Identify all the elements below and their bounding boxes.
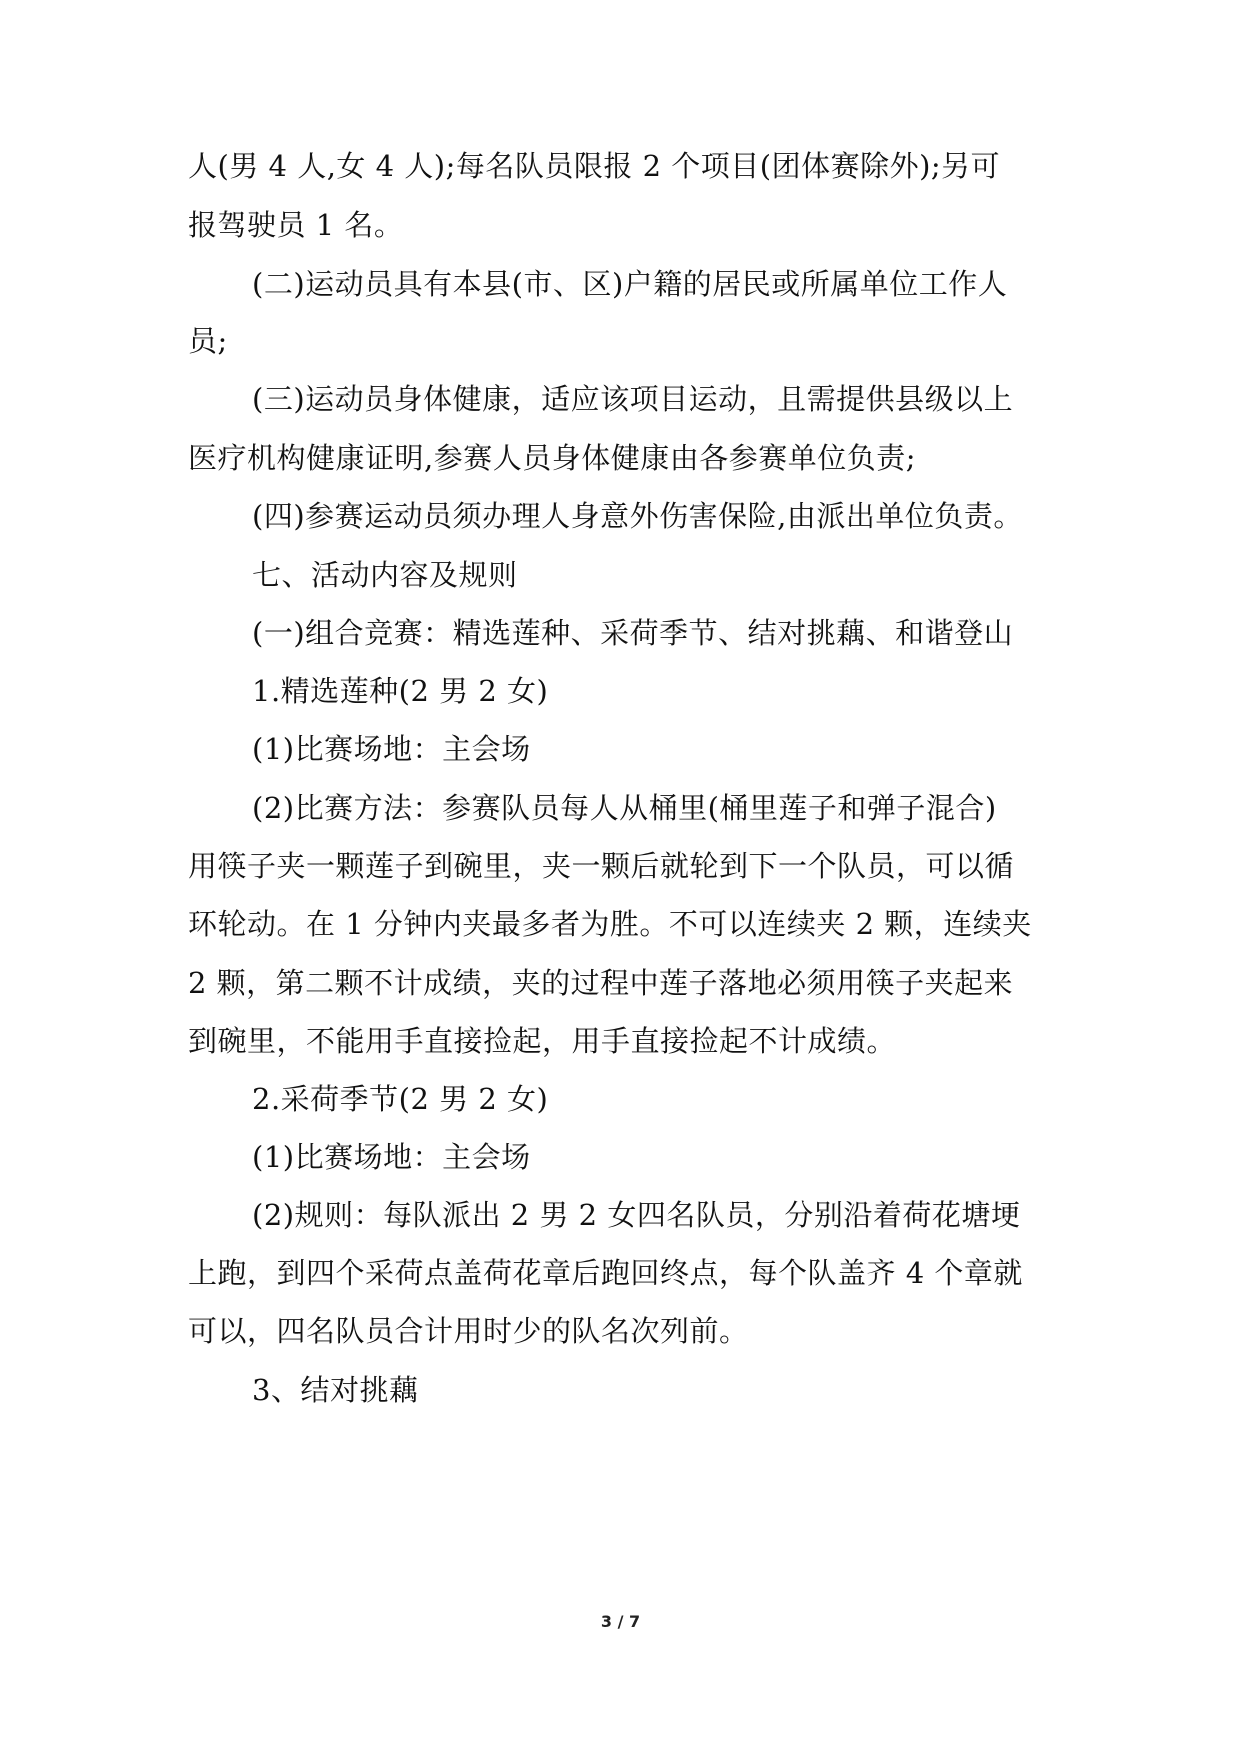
text-line: (1)比赛场地：主会场	[252, 732, 531, 766]
text-line: 2 颗，第二颗不计成绩，夹的过程中莲子落地必须用筷子夹起来	[188, 966, 1014, 1000]
text-line: 用筷子夹一颗莲子到碗里，夹一颗后就轮到下一个队员，可以循	[188, 849, 1015, 883]
text-line: (二)运动员具有本县(市、区)户籍的居民或所属单位工作人	[252, 267, 1008, 301]
text-line: (三)运动员身体健康，适应该项目运动，且需提供县级以上	[252, 382, 1014, 416]
text-line: 报驾驶员 1 名。	[188, 208, 404, 242]
subsection-heading: 3、结对挑藕	[252, 1373, 419, 1407]
text-line: 到碗里，不能用手直接捡起，用手直接捡起不计成绩。	[188, 1024, 897, 1058]
text-line: (一)组合竞赛：精选莲种、采荷季节、结对挑藕、和谐登山	[252, 616, 1014, 650]
text-line: 员;	[188, 324, 228, 358]
text-line: 可以，四名队员合计用时少的队名次列前。	[188, 1314, 749, 1348]
text-line: 上跑，到四个采荷点盖荷花章后跑回终点，每个队盖齐 4 个章就	[188, 1256, 1023, 1290]
subsection-heading: 1.精选莲种(2 男 2 女)	[252, 674, 549, 708]
text-line: (四)参赛运动员须办理人身意外伤害保险,由派出单位负责。	[252, 499, 1023, 533]
text-line: 环轮动。在 1 分钟内夹最多者为胜。不可以连续夹 2 颗，连续夹	[188, 907, 1032, 941]
text-line: 人(男 4 人,女 4 人);每名队员限报 2 个项目(团体赛除外);另可	[188, 149, 1001, 183]
subsection-heading: 2.采荷季节(2 男 2 女)	[252, 1082, 549, 1116]
text-line: (2)规则：每队派出 2 男 2 女四名队员，分别沿着荷花塘埂	[252, 1198, 1021, 1232]
text-line: (2)比赛方法：参赛队员每人从桶里(桶里莲子和弹子混合)	[252, 791, 997, 825]
section-heading: 七、活动内容及规则	[252, 558, 518, 592]
text-line: (1)比赛场地：主会场	[252, 1140, 531, 1174]
text-line: 医疗机构健康证明,参赛人员身体健康由各参赛单位负责;	[188, 441, 916, 475]
page-number: 3 / 7	[600, 1612, 641, 1631]
